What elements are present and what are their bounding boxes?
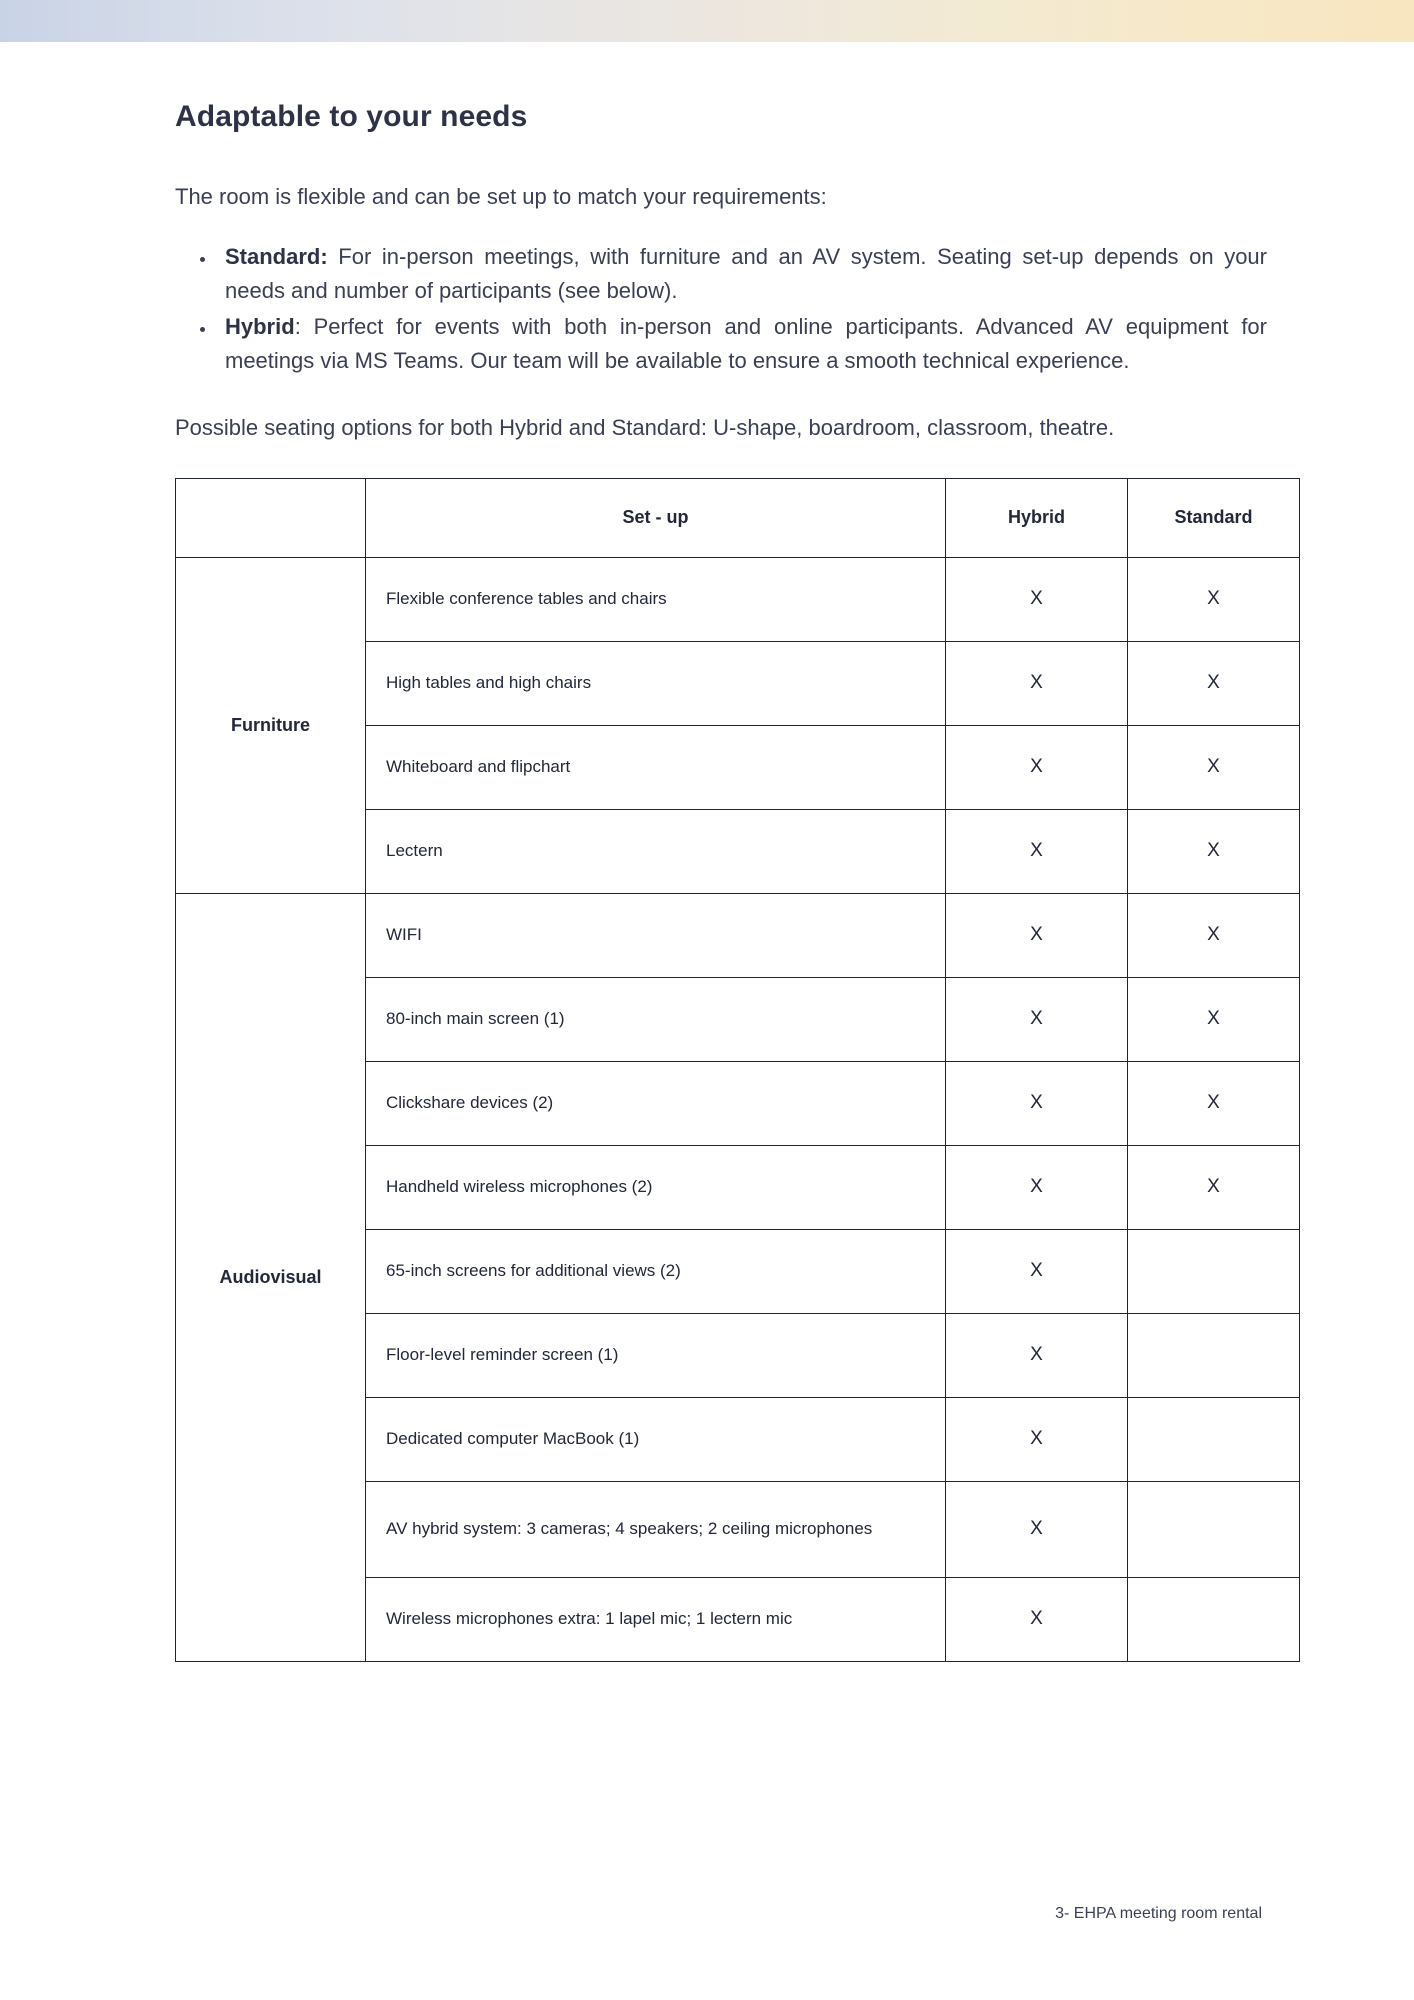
list-item-text: : Perfect for events with both in-person and online participants. Advanced AV equipment for meetings via MS Teams. Our team will be available to ensure a smooth technical experience. — [225, 313, 1267, 373]
row-standard-mark — [1128, 1229, 1300, 1313]
row-hybrid-mark: X — [946, 725, 1128, 809]
table-row — [176, 557, 1300, 641]
row-item: Lectern — [366, 809, 946, 893]
row-standard-mark: X — [1128, 1061, 1300, 1145]
setup-comparison-table — [175, 478, 1300, 1662]
table-header-row — [176, 478, 1300, 557]
row-standard-mark — [1128, 1481, 1300, 1577]
row-hybrid-mark: X — [946, 977, 1128, 1061]
row-item: WIFI — [366, 893, 946, 977]
row-standard-mark: X — [1128, 725, 1300, 809]
table-header — [176, 478, 1300, 557]
list-item — [217, 310, 1267, 378]
row-standard-mark — [1128, 1313, 1300, 1397]
intro-paragraph: The room is flexible and can be set up to match your requirements: — [175, 184, 827, 209]
row-standard-mark: X — [1128, 1145, 1300, 1229]
column-header-standard: Standard — [1128, 478, 1300, 557]
table-row — [176, 893, 1300, 977]
row-hybrid-mark: X — [946, 1313, 1128, 1397]
row-standard-mark — [1128, 1577, 1300, 1661]
column-header-category — [176, 478, 366, 557]
row-hybrid-mark: X — [946, 1481, 1128, 1577]
column-header-hybrid: Hybrid — [946, 478, 1128, 557]
row-hybrid-mark: X — [946, 1061, 1128, 1145]
list-item-text: For in-person meetings, with furniture and an AV system. Seating set-up depends on your needs and number of participants (see below). — [225, 243, 1267, 303]
row-hybrid-mark: X — [946, 1577, 1128, 1661]
row-item: Dedicated computer MacBook (1) — [366, 1397, 946, 1481]
row-item: Wireless microphones extra: 1 lapel mic; 1 lectern mic — [366, 1577, 946, 1661]
seating-options-note: Possible seating options for both Hybrid and Standard: U-shape, boardroom, classroom, theatre. — [175, 415, 1115, 441]
row-standard-mark: X — [1128, 809, 1300, 893]
table-body — [176, 557, 1300, 1661]
row-standard-mark: X — [1128, 893, 1300, 977]
row-standard-mark: X — [1128, 641, 1300, 725]
row-standard-mark — [1128, 1397, 1300, 1481]
page-footer — [0, 1905, 1414, 1923]
list-item — [217, 240, 1267, 308]
row-hybrid-mark: X — [946, 557, 1128, 641]
row-item: Clickshare devices (2) — [366, 1061, 946, 1145]
list-item-label: Standard: — [225, 243, 328, 269]
row-item: AV hybrid system: 3 cameras; 4 speakers; 2 ceiling microphones — [366, 1481, 946, 1577]
row-item: High tables and high chairs — [366, 641, 946, 725]
row-category-furniture: Furniture — [176, 557, 366, 893]
row-hybrid-mark: X — [946, 1229, 1128, 1313]
setup-options-list — [175, 240, 1267, 378]
row-hybrid-mark: X — [946, 641, 1128, 725]
row-item: Floor-level reminder screen (1) — [366, 1313, 946, 1397]
row-hybrid-mark: X — [946, 893, 1128, 977]
row-category-audiovisual: Audiovisual — [176, 893, 366, 1661]
row-standard-mark: X — [1128, 977, 1300, 1061]
list-item-label: Hybrid — [225, 313, 295, 339]
row-item: Handheld wireless microphones (2) — [366, 1145, 946, 1229]
row-hybrid-mark: X — [946, 1145, 1128, 1229]
row-item: Flexible conference tables and chairs — [366, 557, 946, 641]
column-header-setup: Set - up — [366, 478, 946, 557]
row-item: 80-inch main screen (1) — [366, 977, 946, 1061]
footer-label: 3- EHPA meeting room rental — [1055, 1905, 1262, 1922]
row-hybrid-mark: X — [946, 809, 1128, 893]
row-item: Whiteboard and flipchart — [366, 725, 946, 809]
page-title: Adaptable to your needs — [175, 100, 528, 133]
row-standard-mark: X — [1128, 557, 1300, 641]
row-hybrid-mark: X — [946, 1397, 1128, 1481]
row-item: 65-inch screens for additional views (2) — [366, 1229, 946, 1313]
